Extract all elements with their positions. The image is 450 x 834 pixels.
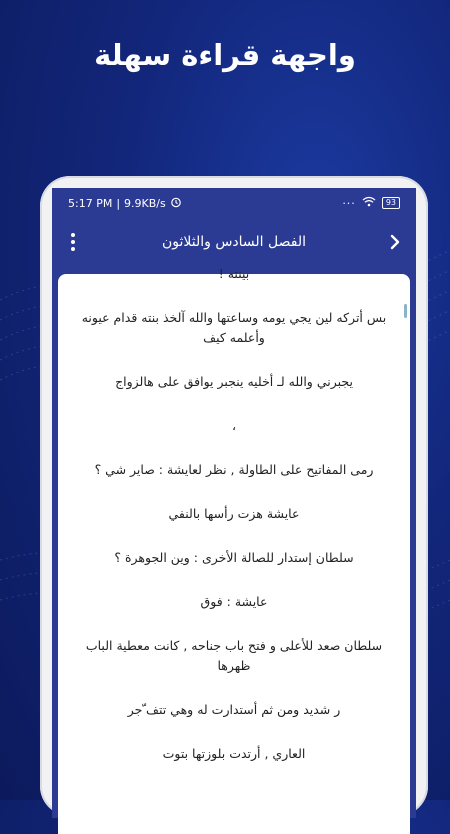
scrollbar-thumb[interactable]: [404, 304, 407, 318]
page-headline: واجهة قراءة سهلة: [94, 38, 356, 72]
status-speed: 9.9KB/s: [124, 196, 166, 210]
app-screen: [52, 188, 416, 818]
chevron-right-icon[interactable]: [384, 228, 406, 256]
paragraph: بينته !: [218, 266, 250, 281]
phone-frame: [40, 176, 428, 816]
paragraph: بس أتركه لين يجي يومه وساعتها والله آلخذ بنته قدام عيونه وأعلمه كيف: [81, 310, 387, 345]
battery-level: 93: [382, 197, 400, 209]
status-bar: 5:17 PM | 9.9KB/s ··· 93: [52, 188, 416, 218]
paragraph: يجبرني والله لـ أخليه ينجبر يوافق على هالزواج: [115, 374, 353, 389]
chapter-title: الفصل السادس والثلاثون: [161, 234, 307, 250]
paragraph: عايشة : فوق: [200, 594, 268, 609]
battery-icon: [382, 197, 400, 209]
paragraph: ،: [231, 418, 237, 433]
paragraph: عايشة هزت رأسها بالنفي: [168, 506, 300, 521]
menu-dots-icon[interactable]: [62, 228, 84, 256]
status-time: 5:17 PM: [68, 196, 113, 210]
wifi-icon: [362, 196, 376, 210]
chapter-content: [58, 264, 410, 764]
paragraph: ر شديد ومن ثم أستدارت له وهي تتف ّجر: [127, 702, 341, 717]
alarm-icon: [170, 196, 182, 211]
paragraph: العاري , أرتدت بلوزتها بتوت: [162, 746, 306, 761]
reading-area[interactable]: [58, 266, 410, 834]
paragraph: سلطان إستدار للصالة الأخرى : وين الجوهرة ؟: [114, 550, 354, 565]
paragraph: سلطان صعد للأعلى و فتح باب جناحه , كانت معطية الباب ظهرها: [85, 638, 383, 673]
reader-toolbar: [52, 218, 416, 266]
more-dots-icon: ···: [342, 196, 356, 210]
paragraph: رمى المفاتيح على الطاولة , نظر لعايشة : صاير شي ؟: [94, 462, 374, 477]
